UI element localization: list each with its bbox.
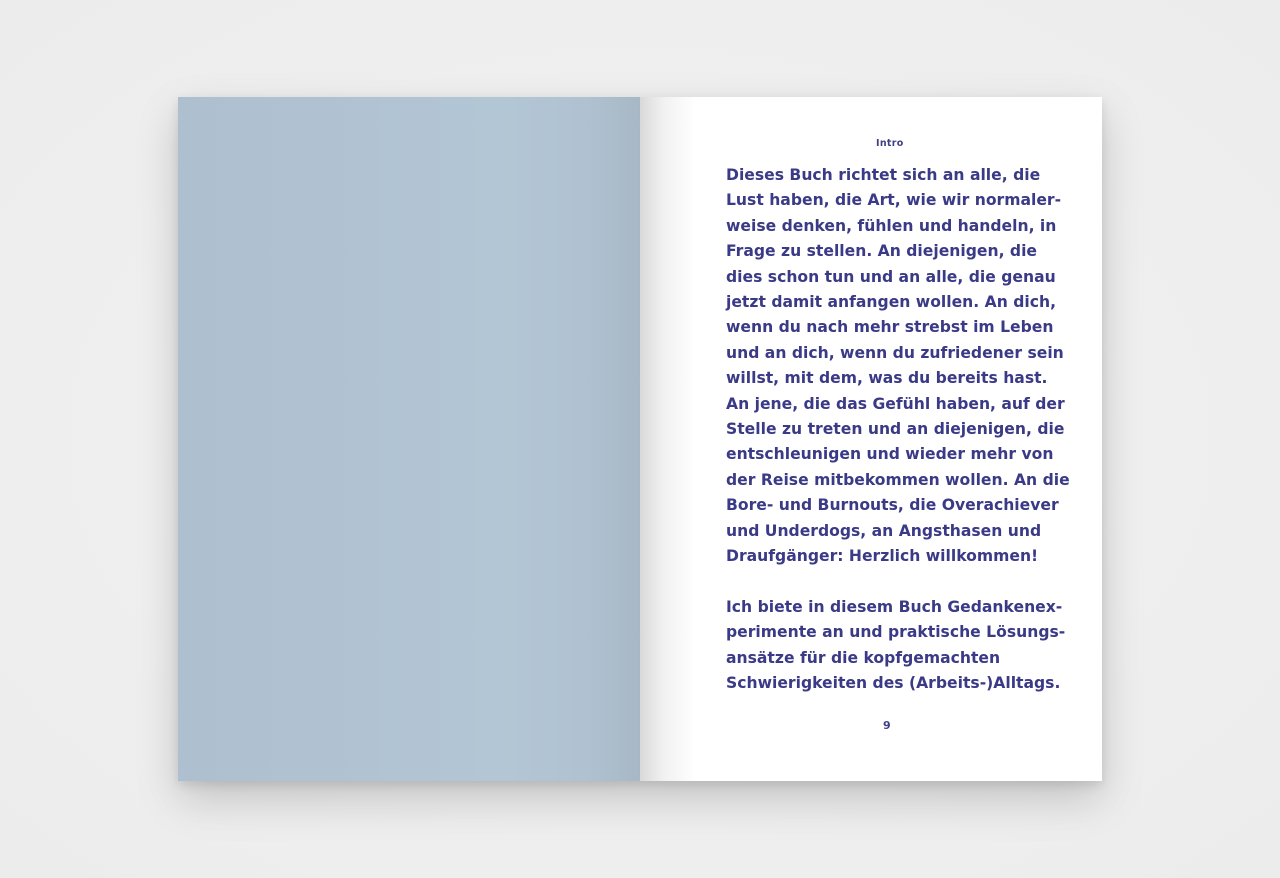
text-line: und an dich, wenn du zufriedener sein [726,343,1064,362]
text-line: Lust haben, die Art, wie wir normaler- [726,191,1062,210]
text-line: dies schon tun und an alle, die genau [726,267,1056,286]
text-line: Dieses Buch richtet sich an alle, die [726,166,1041,184]
book-spread [178,97,1102,781]
text-line: ansätze für die kopfgemachten [726,648,1001,667]
paragraph-1 [726,163,1070,570]
text-line: Bore- und Burnouts, die Overachiever [726,496,1059,515]
text-line: perimente an und praktische Lösungs- [726,623,1066,642]
running-head: Intro [876,138,904,149]
paragraph-2 [726,595,1066,697]
text-line: willst, mit dem, was du bereits hast. [726,369,1048,388]
text-line: Draufgänger: Herzlich willkommen! [726,547,1039,566]
text-line: weise denken, fühlen und handeln, in [726,216,1057,235]
text-line: An jene, die das Gefühl haben, auf der [726,394,1065,413]
text-line: wenn du nach mehr strebst im Leben [726,318,1054,337]
text-line: der Reise mitbekommen wollen. An die [726,470,1070,489]
right-page [640,97,1102,781]
body-text [726,163,1070,722]
text-line: entschleunigen und wieder mehr von [726,445,1054,464]
text-line: Ich biete in diesem Buch Gedankenex- [726,597,1063,616]
text-line: Stelle zu treten und an diejenigen, die [726,420,1065,439]
left-page-blank [178,97,640,781]
text-line: jetzt damit anfangen wollen. An dich, [726,293,1057,312]
text-line: Frage zu stellen. An diejenigen, die [726,242,1037,261]
page-number: 9 [883,719,891,732]
text-line: Schwierigkeiten des (Arbeits-)Alltags. [726,674,1061,693]
text-line: und Underdogs, an Angsthasen und [726,521,1042,540]
